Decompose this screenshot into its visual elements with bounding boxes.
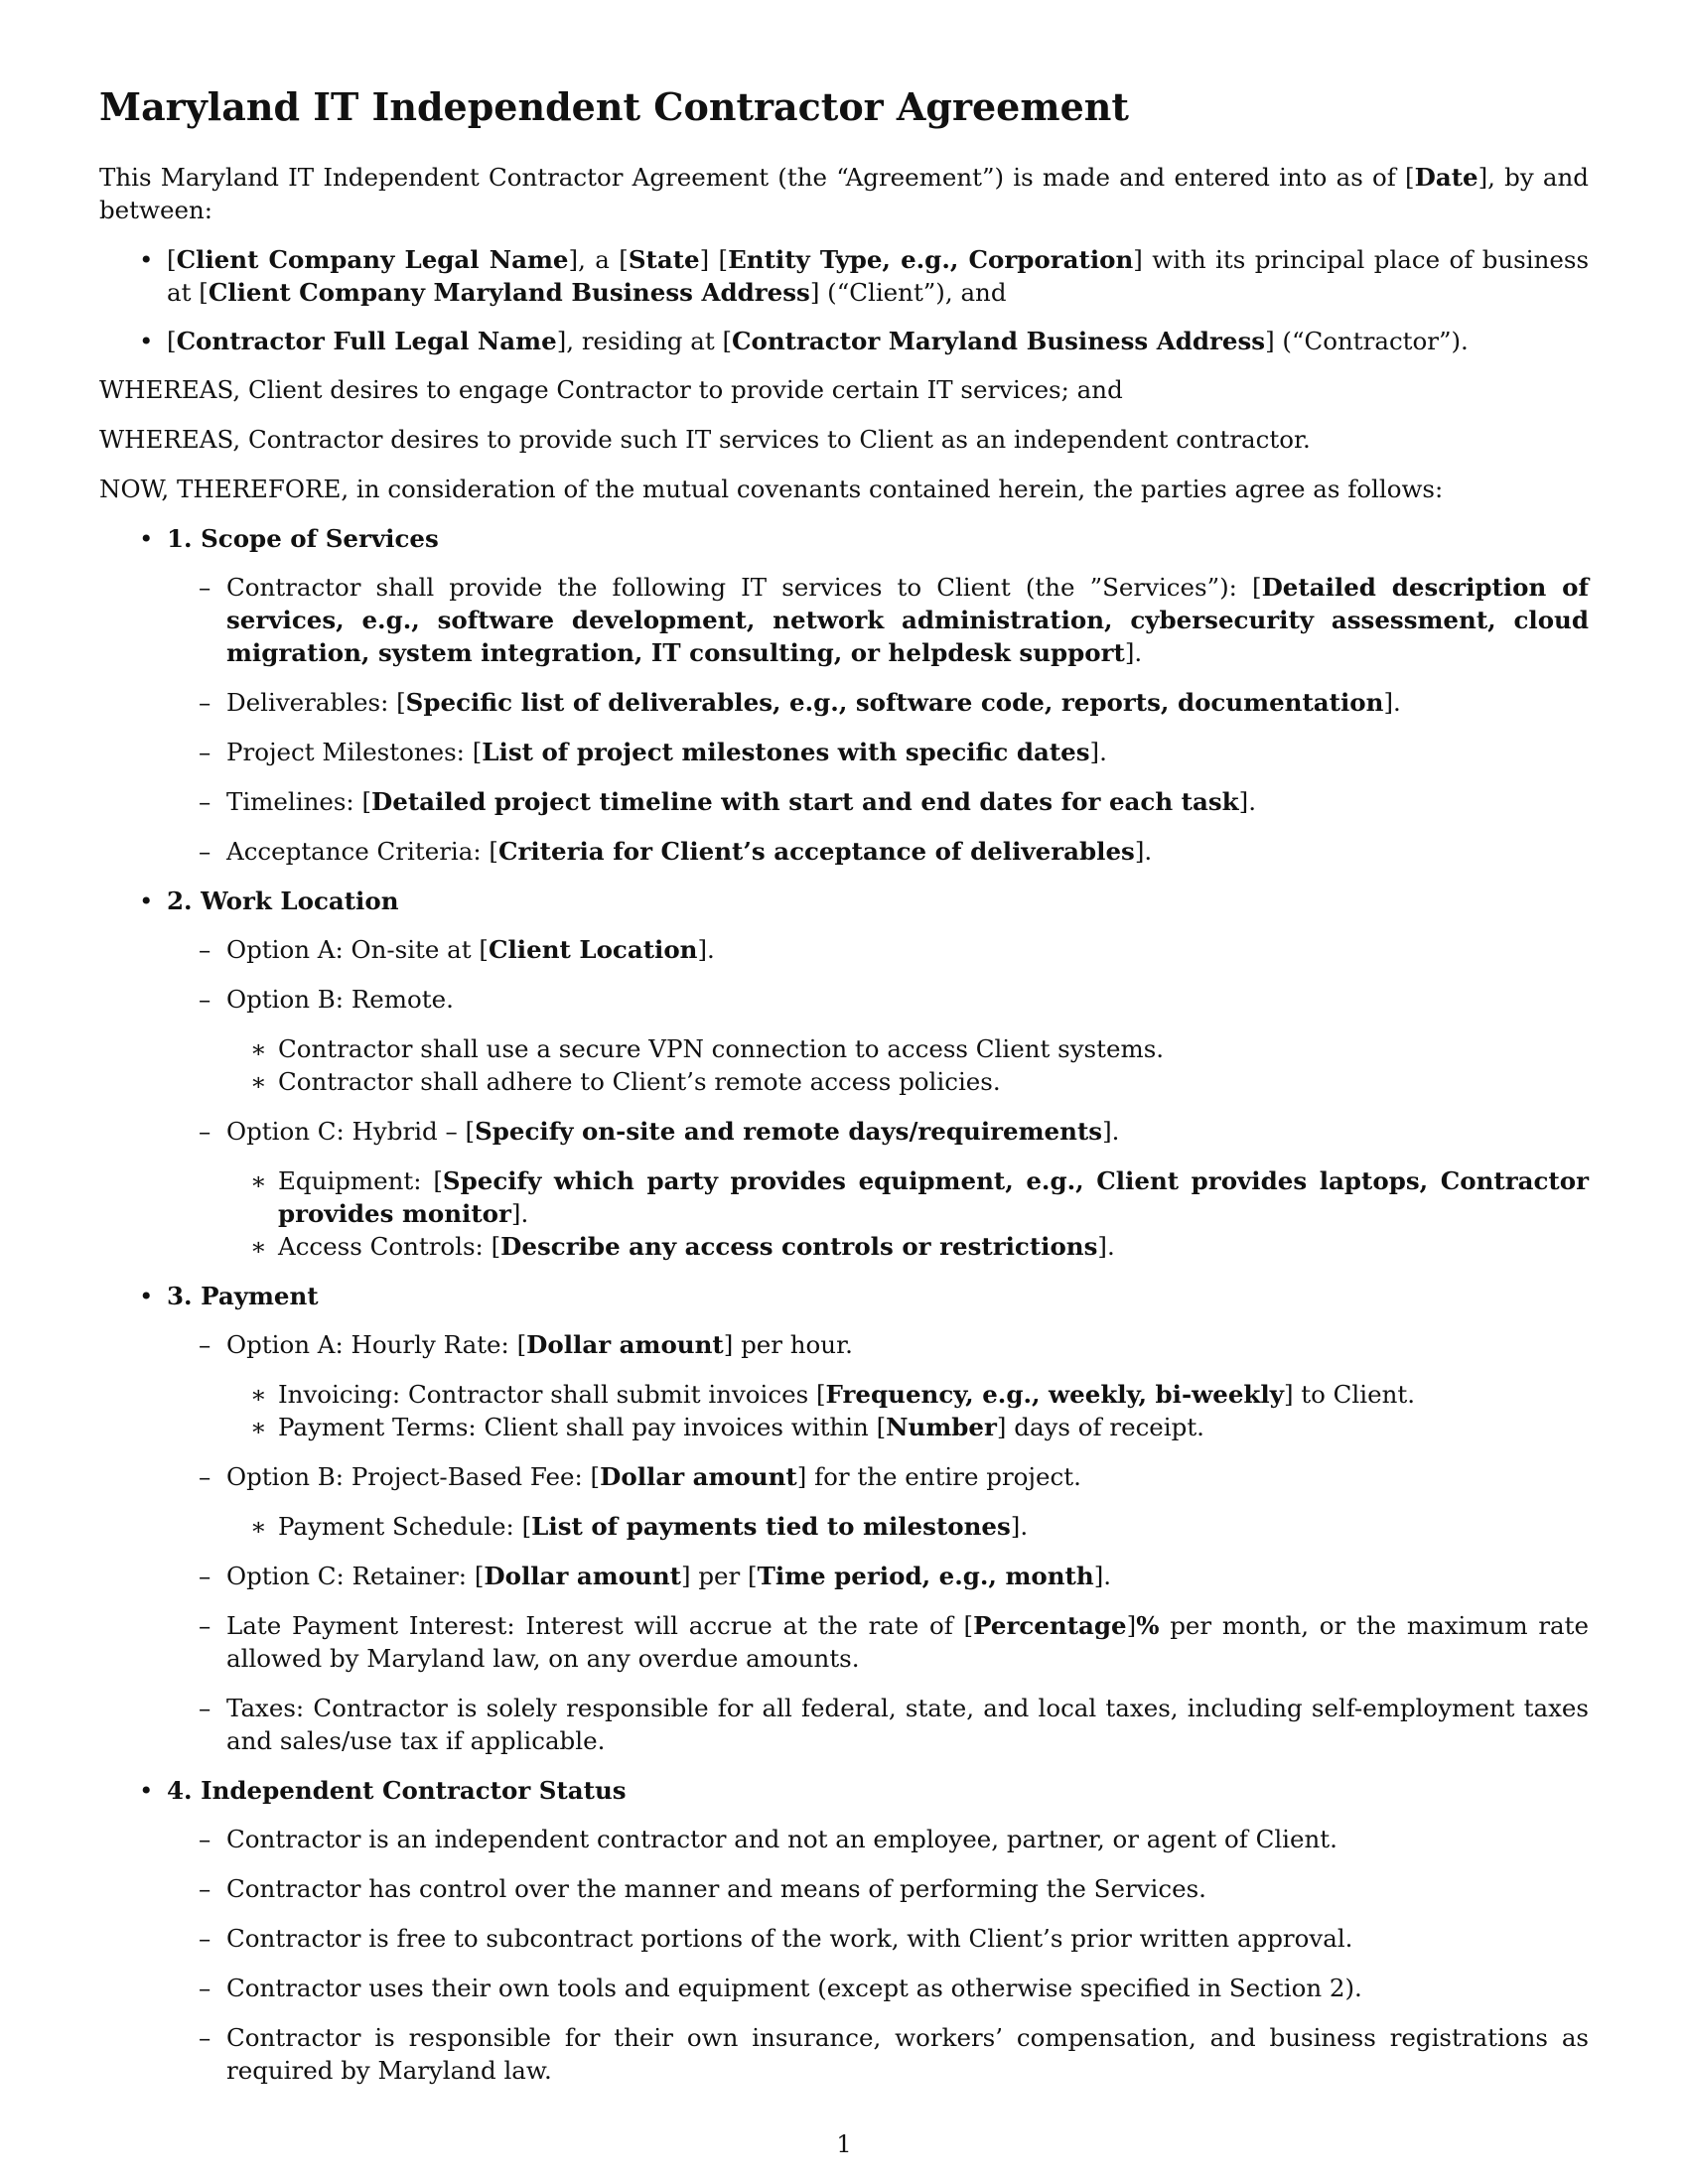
clause-text: Option B: Remote. (226, 985, 454, 1014)
document-title: Maryland IT Independent Contractor Agreement (99, 84, 1129, 129)
sub-clause-list (226, 1164, 1589, 1263)
placeholder-text: Dollar amount (484, 1562, 681, 1590)
clause-text: Option A: On-site at [ (226, 935, 489, 964)
placeholder-text: Client Location (489, 935, 698, 964)
clause-item (167, 1922, 1589, 1955)
clause-text: Project Milestones: [ (226, 738, 483, 766)
section-item (99, 522, 1589, 868)
document-page (99, 83, 1589, 2104)
intro-pre: This Maryland IT Independent Contractor Agreement (the “Agreement”) is made and entered into as of [ (99, 163, 1415, 192)
clause-text: ], a [ (568, 245, 629, 274)
clause-item (167, 1692, 1589, 1757)
clause-list (167, 1823, 1589, 2087)
clause-text: ] days of receipt. (996, 1413, 1204, 1441)
placeholder-text: Entity Type, e.g., Corporation (728, 245, 1134, 274)
clause-text: Acceptance Criteria: [ (226, 837, 498, 866)
clause-text: ]. (1134, 837, 1153, 866)
clause-text: Equipment: [ (278, 1166, 443, 1195)
clause-item (167, 1560, 1589, 1592)
section-heading: • 3. Payment (167, 1282, 319, 1310)
party-item (99, 243, 1589, 309)
clause-text: Payment Schedule: [ (278, 1512, 532, 1541)
sub-clause-item (226, 1510, 1589, 1543)
clause-item (167, 1115, 1589, 1263)
clause-item (167, 1872, 1589, 1905)
clause-text: Contractor shall adhere to Client’s remote access policies. (278, 1067, 1001, 1096)
clause-item (167, 1328, 1589, 1443)
clause-item (167, 1823, 1589, 1855)
whereas-clause-1: WHEREAS, Client desires to engage Contractor to provide certain IT services; and (99, 375, 1123, 404)
sub-clause-list (226, 1032, 1589, 1098)
clause-text: ] with its principal place of business at [ (167, 245, 1590, 307)
clause-item (167, 571, 1589, 669)
section-heading: • 1. Scope of Services (167, 524, 439, 553)
clause-text: [ (167, 245, 177, 274)
clause-text: ]. (1102, 1117, 1120, 1146)
sub-clause-item (226, 1411, 1589, 1443)
clause-text: ], residing at [ (556, 327, 733, 355)
sub-clause-list (226, 1378, 1589, 1443)
clause-text: Contractor has control over the manner and means of performing the Services. (226, 1874, 1206, 1903)
clause-item (167, 933, 1589, 966)
placeholder-text: Number (886, 1413, 997, 1441)
clause-list (167, 933, 1589, 1263)
clause-text: ] per hour. (723, 1330, 853, 1359)
clause-text: ] (1126, 1611, 1137, 1640)
clause-text: ]. (1238, 787, 1256, 816)
clause-item (167, 686, 1589, 719)
page-number: 1 (836, 2130, 852, 2158)
clause-item (167, 983, 1589, 1098)
clause-text: ] (“Contractor”). (1265, 327, 1469, 355)
sub-clause-item (226, 1164, 1589, 1230)
clause-text: Option C: Hybrid – [ (226, 1117, 476, 1146)
placeholder-text: Specify on-site and remote days/requirements (475, 1117, 1103, 1146)
sections-list (99, 522, 1589, 2087)
placeholder-text: % (1136, 1611, 1160, 1640)
placeholder-text: Specify which party provides equipment, e.g., Client provides laptops, Contractor provides monitor (278, 1166, 1589, 1228)
clause-text: Contractor is an independent contractor and not an employee, partner, or agent of Client. (226, 1825, 1337, 1853)
sub-clause-item (226, 1065, 1589, 1098)
section-item (99, 1774, 1589, 2087)
placeholder-text: List of payments tied to milestones (531, 1512, 1011, 1541)
clause-text: ] to Client. (1283, 1380, 1416, 1409)
clause-text: Access Controls: [ (278, 1232, 501, 1261)
clause-text: ]. (1089, 738, 1107, 766)
clause-text: ]. (1124, 638, 1143, 667)
clause-text: Contractor shall use a secure VPN connection to access Client systems. (278, 1034, 1165, 1063)
sub-clause-item (226, 1378, 1589, 1411)
intro-date-placeholder: Date (1414, 163, 1478, 192)
clause-item (167, 1972, 1589, 2004)
clause-list (167, 571, 1589, 868)
clause-text: ] [ (699, 245, 729, 274)
clause-item (167, 835, 1589, 868)
clause-text: ]. (1097, 1232, 1115, 1261)
sub-clause-item (226, 1230, 1589, 1263)
clause-text: Payment Terms: Client shall pay invoices within [ (278, 1413, 887, 1441)
section-heading: • 2. Work Location (167, 887, 399, 915)
clause-text: ] for the entire project. (796, 1462, 1081, 1491)
clause-item (167, 2021, 1589, 2087)
clause-item (167, 1460, 1589, 1543)
section-item (99, 885, 1589, 1263)
placeholder-text: Describe any access controls or restrictions (500, 1232, 1098, 1261)
placeholder-text: Detailed description of services, e.g., software development, network administration, cybersecurity assessment, cloud migration, system integration, IT consulting, or helpdesk support (226, 573, 1589, 667)
clause-text: ]. (1010, 1512, 1029, 1541)
clause-text: ]. (1093, 1562, 1112, 1590)
placeholder-text: Contractor Maryland Business Address (732, 327, 1266, 355)
intro-paragraph (99, 161, 1589, 226)
intro-post: ], by and between: (99, 163, 1589, 224)
section-heading: • 4. Independent Contractor Status (167, 1776, 627, 1805)
sub-clause-item (226, 1032, 1589, 1065)
clause-text: Contractor is free to subcontract portions of the work, with Client’s prior written approval. (226, 1924, 1353, 1953)
clause-text: Invoicing: Contractor shall submit invoices [ (278, 1380, 826, 1409)
clause-text: Option C: Retainer: [ (226, 1562, 485, 1590)
placeholder-text: Client Company Legal Name (176, 245, 569, 274)
clause-text: [ (167, 327, 177, 355)
clause-text: Timelines: [ (226, 787, 372, 816)
whereas-clause-2: WHEREAS, Contractor desires to provide such IT services to Client as an independent contractor. (99, 425, 1311, 454)
placeholder-text: Contractor Full Legal Name (176, 327, 557, 355)
now-therefore-clause: NOW, THEREFORE, in consideration of the mutual covenants contained herein, the parties agree as follows: (99, 475, 1444, 503)
placeholder-text: Criteria for Client’s acceptance of deliverables (497, 837, 1135, 866)
clause-text: Option A: Hourly Rate: [ (226, 1330, 527, 1359)
placeholder-text: Specific list of deliverables, e.g., software code, reports, documentation (405, 688, 1384, 717)
clause-text: Option B: Project-Based Fee: [ (226, 1462, 601, 1491)
party-item (99, 325, 1589, 357)
clause-text: Late Payment Interest: Interest will accrue at the rate of [ (226, 1611, 974, 1640)
clause-text: Taxes: Contractor is solely responsible for all federal, state, and local taxes, including self-employment taxes and sales/use tax if applicable. (226, 1694, 1589, 1755)
clause-text: Deliverables: [ (226, 688, 406, 717)
clause-text: ]. (697, 935, 715, 964)
placeholder-text: List of project milestones with specific dates (482, 738, 1090, 766)
clause-text: ]. (1383, 688, 1401, 717)
placeholder-text: Detailed project timeline with start and end dates for each task (371, 787, 1239, 816)
placeholder-text: Dollar amount (600, 1462, 797, 1491)
clause-text: Contractor is responsible for their own insurance, workers’ compensation, and business registrations as required by Maryland law. (226, 2023, 1589, 2085)
placeholder-text: Percentage (973, 1611, 1127, 1640)
clause-item (167, 785, 1589, 818)
placeholder-text: State (628, 245, 700, 274)
clause-text: ] per [ (681, 1562, 758, 1590)
sub-clause-list (226, 1510, 1589, 1543)
clause-text: ]. (510, 1199, 529, 1228)
clause-text: Contractor uses their own tools and equipment (except as otherwise specified in Section 2). (226, 1974, 1362, 2002)
clause-item (167, 736, 1589, 768)
clause-text: Contractor shall provide the following IT services to Client (the ”Services”): [ (226, 573, 1262, 602)
clause-item (167, 1609, 1589, 1675)
placeholder-text: Frequency, e.g., weekly, bi-weekly (825, 1380, 1284, 1409)
section-item (99, 1280, 1589, 1757)
clause-text: ] (“Client”), and (809, 278, 1007, 307)
parties-list (99, 243, 1589, 357)
clause-text: per month, or the maximum rate allowed by Maryland law, on any overdue amounts. (226, 1611, 1589, 1673)
placeholder-text: Dollar amount (526, 1330, 724, 1359)
clause-list (167, 1328, 1589, 1757)
placeholder-text: Time period, e.g., month (757, 1562, 1094, 1590)
placeholder-text: Client Company Maryland Business Address (208, 278, 810, 307)
